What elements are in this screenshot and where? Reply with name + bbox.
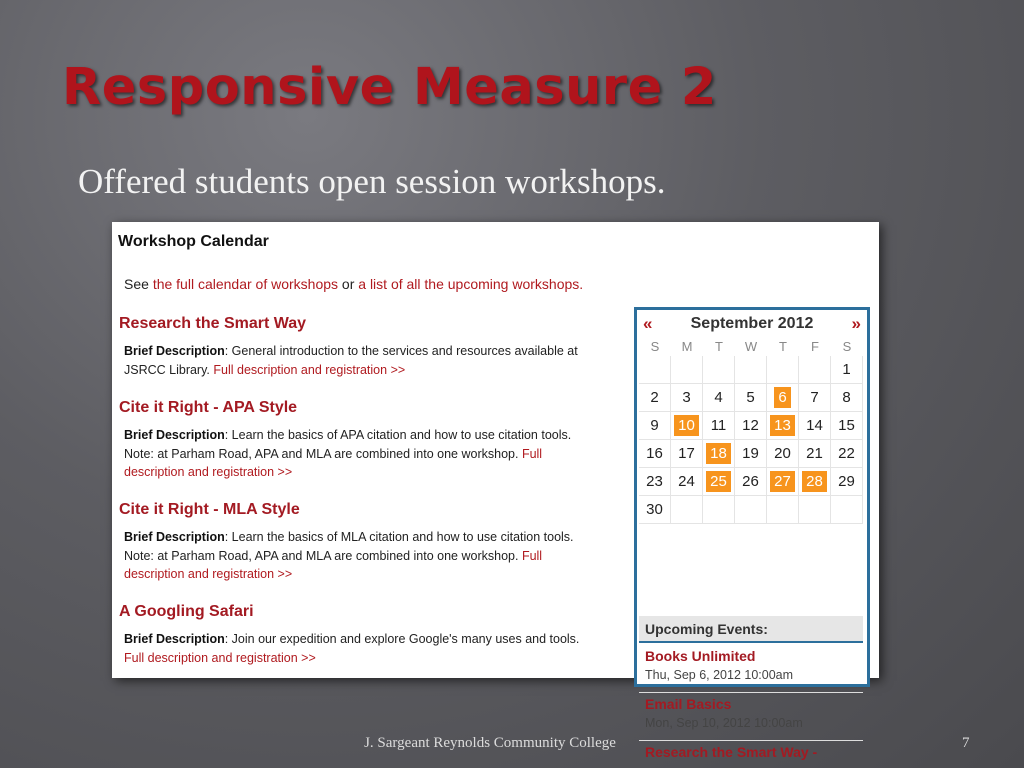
- desc-label: Brief Description: [124, 632, 225, 646]
- day-number: 11: [710, 417, 727, 434]
- upcoming-events-heading: Upcoming Events:: [639, 616, 863, 643]
- calendar-empty-cell: [735, 356, 767, 384]
- registration-link[interactable]: Full description and registration >>: [213, 362, 406, 377]
- calendar-day: [831, 384, 863, 412]
- intro-text: [124, 276, 583, 292]
- day-number: 14: [806, 417, 823, 434]
- day-number: 30: [646, 501, 663, 518]
- day-number: 20: [774, 445, 791, 462]
- workshop-calendar-heading: Workshop Calendar: [118, 233, 269, 250]
- calendar-week-row: [639, 440, 863, 468]
- next-month-button[interactable]: »: [851, 314, 861, 333]
- desc-label: Brief Description: [124, 530, 225, 544]
- calendar-day: [671, 384, 703, 412]
- calendar-empty-cell: [767, 356, 799, 384]
- calendar-header: [637, 310, 867, 337]
- calendar-day: [671, 440, 703, 468]
- weekday-label: W: [744, 339, 758, 354]
- full-calendar-link[interactable]: the full calendar of workshops: [152, 276, 339, 292]
- day-number[interactable]: 27: [770, 471, 795, 492]
- weekday-label: T: [779, 339, 787, 354]
- desc-text: : General introduction to the services and resources available at JSRCC Library.: [124, 344, 578, 377]
- desc-text: : Learn the basics of APA citation and how to use citation tools. Note: at Parham Road, APA and MLA are combined into one workshop.: [124, 428, 572, 461]
- day-number: 21: [806, 445, 823, 462]
- calendar-event-day[interactable]: [767, 384, 799, 412]
- day-number: 19: [742, 445, 759, 462]
- day-number: 22: [838, 445, 855, 462]
- desc-label: Brief Description: [124, 344, 225, 358]
- calendar-empty-cell: [799, 356, 831, 384]
- slide-footer: J. Sargeant Reynolds Community College: [364, 735, 616, 751]
- calendar-day: [735, 440, 767, 468]
- calendar-week-row: [639, 412, 863, 440]
- day-number: 17: [678, 445, 695, 462]
- calendar-day: [639, 496, 671, 524]
- calendar-empty-cell: [639, 356, 671, 384]
- calendar-day: [799, 412, 831, 440]
- calendar-week-row: [639, 496, 863, 524]
- workshop-description: [124, 426, 599, 482]
- calendar-event-day[interactable]: [767, 412, 799, 440]
- event-name[interactable]: Research the Smart Way -: [645, 744, 818, 760]
- workshop-title[interactable]: Cite it Right - MLA Style: [119, 501, 300, 518]
- day-number: 24: [678, 473, 695, 490]
- calendar-day: [671, 468, 703, 496]
- day-number: 2: [650, 389, 659, 406]
- workshop-item: [119, 501, 599, 584]
- calendar-week-row: [639, 356, 863, 384]
- calendar-week-row: [639, 468, 863, 496]
- event-name[interactable]: Email Basics: [645, 696, 732, 712]
- registration-link[interactable]: Full description and registration >>: [124, 650, 316, 665]
- registration-link[interactable]: Full description and registration >>: [124, 446, 543, 479]
- calendar-event-day[interactable]: [671, 412, 703, 440]
- calendar-day: [639, 468, 671, 496]
- workshop-description: [124, 342, 599, 379]
- calendar-event-day[interactable]: [767, 468, 799, 496]
- calendar-day: [639, 412, 671, 440]
- calendar-empty-cell: [671, 496, 703, 524]
- calendar-day: [639, 384, 671, 412]
- calendar-day: [767, 440, 799, 468]
- day-number: 4: [714, 389, 723, 406]
- workshop-title[interactable]: A Googling Safari: [119, 603, 254, 620]
- registration-link[interactable]: Full description and registration >>: [124, 548, 543, 581]
- weekday-label: F: [811, 339, 819, 354]
- day-number: 12: [742, 417, 759, 434]
- event-divider: [639, 692, 863, 693]
- weekday-label: T: [715, 339, 723, 354]
- calendar-day: [639, 440, 671, 468]
- calendar-empty-cell: [831, 496, 863, 524]
- weekday-label: S: [650, 339, 660, 354]
- calendar-day: [799, 440, 831, 468]
- weekday-header-row: [639, 337, 863, 356]
- calendar-event-day[interactable]: [799, 468, 831, 496]
- calendar-day: [703, 384, 735, 412]
- day-number: 5: [746, 389, 755, 406]
- calendar-empty-cell: [767, 496, 799, 524]
- day-number[interactable]: 28: [802, 471, 827, 492]
- event-time: Mon, Sep 10, 2012 10:00am: [645, 716, 803, 730]
- day-number: 9: [650, 417, 659, 434]
- calendar-day: [831, 440, 863, 468]
- prev-month-button[interactable]: «: [643, 314, 653, 333]
- calendar-day: [799, 384, 831, 412]
- day-number[interactable]: 6: [774, 387, 790, 408]
- day-number[interactable]: 13: [770, 415, 795, 436]
- calendar-day: [735, 412, 767, 440]
- workshop-item: [119, 603, 599, 667]
- calendar-empty-cell: [671, 356, 703, 384]
- calendar-day: [831, 468, 863, 496]
- day-number: 16: [646, 445, 663, 462]
- day-number[interactable]: 10: [674, 415, 699, 436]
- calendar-widget: [634, 307, 870, 760]
- day-number: 15: [838, 417, 855, 434]
- workshop-title[interactable]: Cite it Right - APA Style: [119, 399, 298, 416]
- upcoming-list-link[interactable]: a list of all the upcoming workshops: [358, 276, 580, 292]
- event-item[interactable]: [645, 648, 865, 682]
- day-number[interactable]: 18: [706, 443, 731, 464]
- event-name[interactable]: Books Unlimited: [645, 648, 756, 664]
- intro-end: .: [579, 276, 584, 292]
- desc-label: Brief Description: [124, 428, 225, 442]
- calendar-empty-cell: [735, 496, 767, 524]
- desc-text: : Learn the basics of MLA citation and how to use citation tools. Note: at Parham Road, APA and MLA are combined into one workshop.: [124, 530, 574, 563]
- day-number: 26: [742, 473, 759, 490]
- calendar-empty-cell: [799, 496, 831, 524]
- calendar-day: [703, 412, 735, 440]
- workshop-title[interactable]: Research the Smart Way: [119, 315, 307, 332]
- calendar-grid: [639, 337, 863, 524]
- workshop-item: [119, 315, 599, 379]
- day-number: 29: [838, 473, 855, 490]
- slide-bullet: Offered students open session workshops.: [78, 162, 666, 201]
- intro-or: or: [338, 276, 359, 292]
- day-number: 1: [842, 361, 851, 378]
- calendar-month: September 2012: [690, 315, 814, 332]
- calendar-day: [735, 384, 767, 412]
- workshop-item: [119, 399, 599, 482]
- workshop-description: [124, 528, 599, 584]
- calendar-empty-cell: [703, 356, 735, 384]
- calendar-day: [831, 356, 863, 384]
- intro-see: See: [124, 276, 153, 292]
- slide-title: Responsive Measure 2: [62, 58, 717, 117]
- calendar-event-day[interactable]: [703, 440, 735, 468]
- calendar-week-row: [639, 384, 863, 412]
- weekday-label: S: [842, 339, 852, 354]
- day-number[interactable]: 25: [706, 471, 731, 492]
- desc-text: : Join our expedition and explore Google's many uses and tools.: [224, 632, 580, 646]
- day-number: 8: [842, 389, 851, 406]
- calendar-empty-cell: [703, 496, 735, 524]
- calendar-day: [831, 412, 863, 440]
- event-item[interactable]: [645, 696, 865, 730]
- event-time: Thu, Sep 6, 2012 10:00am: [645, 668, 794, 682]
- weekday-label: M: [681, 339, 693, 354]
- day-number: 3: [682, 389, 691, 406]
- calendar-day: [735, 468, 767, 496]
- day-number: 7: [810, 389, 819, 406]
- calendar-event-day[interactable]: [703, 468, 735, 496]
- slide-page-number: 7: [962, 735, 970, 751]
- day-number: 23: [646, 473, 663, 490]
- workshop-description: [124, 630, 599, 667]
